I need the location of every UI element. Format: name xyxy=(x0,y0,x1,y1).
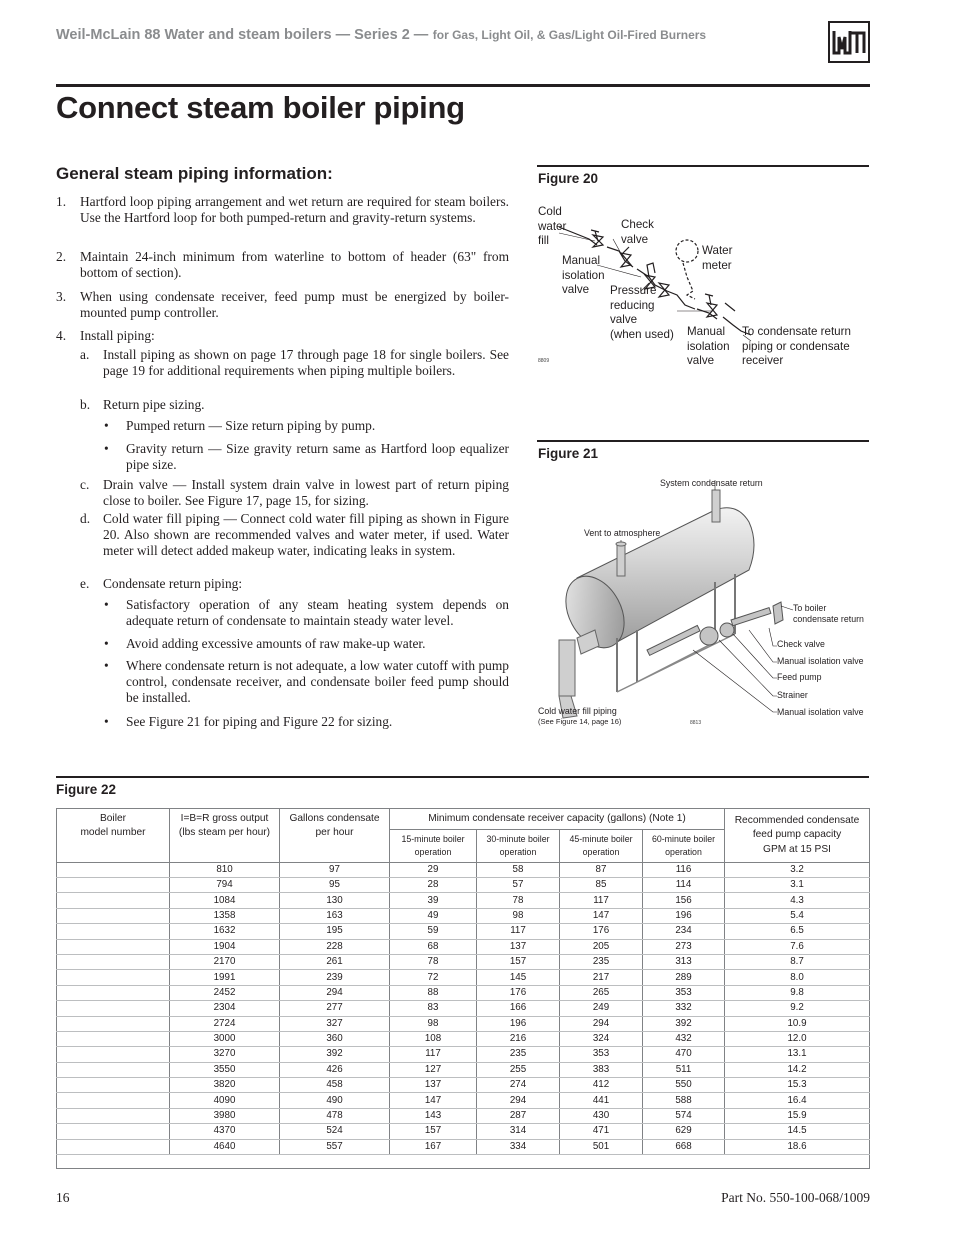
cell-capacity-15: 49 xyxy=(390,908,477,923)
cell-pump-gpm: 3.2 xyxy=(725,862,870,877)
cell-model xyxy=(57,1108,170,1123)
label-pressure-reducing-valve: Pressure reducing valve (when used) xyxy=(610,284,674,341)
cell-capacity-45: 85 xyxy=(560,877,643,892)
cell-model xyxy=(57,1001,170,1016)
label-to-boiler-condensate-return: To boiler condensate return xyxy=(793,603,864,624)
cell-capacity-15: 28 xyxy=(390,877,477,892)
sublist-text: Install piping as shown on page 17 through page 18 for single boilers. See page 19 for additional requirements when piping multiple boilers. xyxy=(103,347,509,378)
part-number: Part No. 550-100-068/1009 xyxy=(721,1190,870,1205)
sublist-letter: c. xyxy=(80,477,90,492)
cell-capacity-60: 470 xyxy=(643,1047,725,1062)
figure20-code: 8809 xyxy=(538,358,550,364)
cell-capacity-45: 383 xyxy=(560,1062,643,1077)
cell-gross-output: 2170 xyxy=(170,954,280,969)
sublist-letter: b. xyxy=(80,397,91,412)
table-body xyxy=(57,862,870,1168)
table-row xyxy=(57,1078,870,1093)
cell-capacity-15: 117 xyxy=(390,1047,477,1062)
label-feed-pump: Feed pump xyxy=(777,672,822,682)
cell-model xyxy=(57,985,170,1000)
table-row xyxy=(57,877,870,892)
cell-capacity-30: 235 xyxy=(477,1047,560,1062)
cell-model xyxy=(57,1139,170,1154)
figure21-diagram xyxy=(537,470,869,730)
cell-capacity-45: 441 xyxy=(560,1093,643,1108)
cell-pump-gpm: 15.9 xyxy=(725,1108,870,1123)
cell-capacity-30: 314 xyxy=(477,1124,560,1139)
cell-model xyxy=(57,908,170,923)
cell-capacity-30: 294 xyxy=(477,1093,560,1108)
cell-gallons: 239 xyxy=(280,970,390,985)
list-number: 3. xyxy=(56,289,67,304)
cell-capacity-15: 72 xyxy=(390,970,477,985)
bullet-text: Satisfactory operation of any steam heating system depends on adequate return of condensate to maintain steady water level. xyxy=(126,597,509,628)
header-15-minute: 15-minute boiler operation xyxy=(390,830,477,862)
bullet: • xyxy=(104,636,109,651)
cell-capacity-30: 137 xyxy=(477,939,560,954)
cell-capacity-30: 145 xyxy=(477,970,560,985)
cell-pump-gpm: 14.5 xyxy=(725,1124,870,1139)
cell-gross-output: 1904 xyxy=(170,939,280,954)
cell-capacity-15: 137 xyxy=(390,1078,477,1093)
cell-capacity-60: 156 xyxy=(643,893,725,908)
cell-capacity-60: 332 xyxy=(643,1001,725,1016)
cell-gallons: 95 xyxy=(280,877,390,892)
cell-capacity-45: 235 xyxy=(560,954,643,969)
cell-capacity-15: 108 xyxy=(390,1031,477,1046)
figure20-label: Figure 20 xyxy=(538,171,599,186)
header-rule xyxy=(56,84,870,87)
label-strainer: Strainer xyxy=(777,690,808,700)
label-to-condensate-return: To condensate return piping or condensate receiver xyxy=(742,325,851,367)
label-check-valve: Check valve xyxy=(621,218,654,246)
header-45-minute: 45-minute boiler operation xyxy=(560,830,643,862)
cell-capacity-15: 83 xyxy=(390,1001,477,1016)
list-number: 1. xyxy=(56,194,67,209)
cell-gross-output: 4640 xyxy=(170,1139,280,1154)
cell-model xyxy=(57,893,170,908)
cell-gallons: 195 xyxy=(280,924,390,939)
bullet-text: Gravity return — Size gravity return same as Hartford loop equalizer pipe size. xyxy=(126,441,509,472)
cell-gallons: 294 xyxy=(280,985,390,1000)
cell-gross-output: 2452 xyxy=(170,985,280,1000)
cell-pump-gpm: 8.0 xyxy=(725,970,870,985)
figure20-rule xyxy=(537,165,869,167)
cell-pump-gpm: 8.7 xyxy=(725,954,870,969)
table-row xyxy=(57,1108,870,1123)
cell-model xyxy=(57,1078,170,1093)
cell-capacity-15: 68 xyxy=(390,939,477,954)
logo-mark xyxy=(830,23,868,61)
table-row xyxy=(57,908,870,923)
cell-gallons: 360 xyxy=(280,1031,390,1046)
list-number: 4. xyxy=(56,328,67,343)
cell-gallons: 327 xyxy=(280,1016,390,1031)
sublist-letter: d. xyxy=(80,511,91,526)
cell-capacity-45: 471 xyxy=(560,1124,643,1139)
sublist-text: Condensate return piping: xyxy=(103,576,243,591)
cell-gross-output: 3550 xyxy=(170,1062,280,1077)
cell-model xyxy=(57,939,170,954)
cell-gross-output: 3000 xyxy=(170,1031,280,1046)
cell-pump-gpm: 10.9 xyxy=(725,1016,870,1031)
cell-capacity-45: 265 xyxy=(560,985,643,1000)
header-pump-capacity: Recommended condensate feed pump capacity GPM at 15 PSI xyxy=(725,809,870,863)
cell-capacity-30: 57 xyxy=(477,877,560,892)
table-row xyxy=(57,1124,870,1139)
cell-capacity-60: 196 xyxy=(643,908,725,923)
label-vent-to-atmosphere: Vent to atmosphere xyxy=(584,528,661,538)
table-row xyxy=(57,939,870,954)
cell-capacity-45: 176 xyxy=(560,924,643,939)
cell-capacity-45: 294 xyxy=(560,1016,643,1031)
cell-capacity-60: 289 xyxy=(643,970,725,985)
list-item-text: Install piping: xyxy=(80,328,155,343)
table-row xyxy=(57,970,870,985)
table-row xyxy=(57,1093,870,1108)
page-title: Connect steam boiler piping xyxy=(56,90,465,125)
running-subtitle: for Gas, Light Oil, & Gas/Light Oil-Fired Burners xyxy=(432,28,707,42)
cell-capacity-45: 430 xyxy=(560,1108,643,1123)
manual-isolation-valve-icon xyxy=(705,294,717,317)
label-manual-isolation-valve-2: Manual isolation valve xyxy=(777,707,864,717)
cell-capacity-60: 511 xyxy=(643,1062,725,1077)
cell-capacity-45: 87 xyxy=(560,862,643,877)
table-row xyxy=(57,1001,870,1016)
cell-pump-gpm: 14.2 xyxy=(725,1062,870,1077)
cell-pump-gpm: 13.1 xyxy=(725,1047,870,1062)
system-return-pipe xyxy=(712,490,720,522)
cell-capacity-15: 157 xyxy=(390,1124,477,1139)
table-row xyxy=(57,985,870,1000)
cell-capacity-30: 287 xyxy=(477,1108,560,1123)
label-manual-isolation-valve-1: Manual isolation valve xyxy=(562,254,605,296)
sublist-text: Return pipe sizing. xyxy=(103,397,205,412)
cell-capacity-15: 127 xyxy=(390,1062,477,1077)
cell-gallons: 557 xyxy=(280,1139,390,1154)
cell-capacity-30: 176 xyxy=(477,985,560,1000)
header-model: Boiler model number xyxy=(57,809,170,863)
cell-gross-output: 1358 xyxy=(170,908,280,923)
cell-gross-output: 794 xyxy=(170,877,280,892)
cell-capacity-45: 117 xyxy=(560,893,643,908)
cell-model xyxy=(57,877,170,892)
header-gross-output: I=B=R gross output (lbs steam per hour) xyxy=(170,809,280,863)
sublist-letter: e. xyxy=(80,576,90,591)
figure22-rule xyxy=(56,776,869,778)
cell-pump-gpm: 4.3 xyxy=(725,893,870,908)
cold-water-fill-pipe xyxy=(559,630,599,718)
cell-gross-output: 1084 xyxy=(170,893,280,908)
list-item-text: Hartford loop piping arrangement and wet return are required for steam boilers. Use the Hartford loop for both pumped-return and gravity-return systems. xyxy=(80,194,509,225)
bullet: • xyxy=(104,658,109,673)
cell-capacity-30: 58 xyxy=(477,862,560,877)
cell-capacity-45: 501 xyxy=(560,1139,643,1154)
label-system-condensate-return: System condensate return xyxy=(660,478,763,488)
cell-capacity-60: 432 xyxy=(643,1031,725,1046)
cell-capacity-60: 313 xyxy=(643,954,725,969)
cell-gross-output: 4090 xyxy=(170,1093,280,1108)
list-number: 2. xyxy=(56,249,67,264)
weil-mclain-logo xyxy=(828,21,870,63)
cell-pump-gpm: 18.6 xyxy=(725,1139,870,1154)
bullet-text: Where condensate return is not adequate, a low water cutoff with pump control, condensate receiver, and condensate boiler feed pump should be installed. xyxy=(126,658,509,705)
vent-pipe xyxy=(616,542,626,576)
cell-capacity-60: 668 xyxy=(643,1139,725,1154)
cell-gallons: 524 xyxy=(280,1124,390,1139)
water-meter-icon xyxy=(676,240,698,299)
section-title: General steam piping information: xyxy=(56,164,333,183)
cell-model xyxy=(57,1093,170,1108)
label-cold-water-fill: Cold water fill xyxy=(538,205,567,247)
header-60-minute: 60-minute boiler operation xyxy=(643,830,725,862)
bullet: • xyxy=(104,597,109,612)
cell-gallons: 130 xyxy=(280,893,390,908)
table-row xyxy=(57,954,870,969)
cell-capacity-15: 167 xyxy=(390,1139,477,1154)
table-row xyxy=(57,862,870,877)
figure21-label: Figure 21 xyxy=(538,446,599,461)
cell-model xyxy=(57,1031,170,1046)
label-cold-water-fill-piping: Cold water fill piping xyxy=(538,706,617,716)
list-item-text: When using condensate receiver, feed pump must be energized by boiler-mounted pump controller. xyxy=(80,289,509,320)
table-row xyxy=(57,1047,870,1062)
cell-model xyxy=(57,1047,170,1062)
cell-pump-gpm: 12.0 xyxy=(725,1031,870,1046)
bullet: • xyxy=(104,441,109,456)
cell-gross-output: 2724 xyxy=(170,1016,280,1031)
figure22-label: Figure 22 xyxy=(56,782,117,797)
table-footer-cell xyxy=(57,1155,870,1169)
label-water-meter: Water meter xyxy=(702,244,733,272)
bullet: • xyxy=(104,714,109,729)
cell-capacity-45: 324 xyxy=(560,1031,643,1046)
cell-model xyxy=(57,954,170,969)
running-header xyxy=(56,26,816,46)
cell-pump-gpm: 15.3 xyxy=(725,1078,870,1093)
cell-gross-output: 3980 xyxy=(170,1108,280,1123)
cell-gallons: 163 xyxy=(280,908,390,923)
cell-gallons: 392 xyxy=(280,1047,390,1062)
bullet: • xyxy=(104,418,109,433)
cell-model xyxy=(57,970,170,985)
cell-model xyxy=(57,862,170,877)
sublist-text: Cold water fill piping — Connect cold water fill piping as shown in Figure 20. Also shown are recommended valves and water meter, if used. Water meter will detect added makeup water, indicating leaks in system. xyxy=(103,511,509,558)
cell-gross-output: 810 xyxy=(170,862,280,877)
cell-gross-output: 1632 xyxy=(170,924,280,939)
cell-model xyxy=(57,1016,170,1031)
cell-capacity-60: 574 xyxy=(643,1108,725,1123)
cell-capacity-30: 255 xyxy=(477,1062,560,1077)
cell-capacity-30: 157 xyxy=(477,954,560,969)
cell-capacity-60: 588 xyxy=(643,1093,725,1108)
cell-pump-gpm: 16.4 xyxy=(725,1093,870,1108)
pipe-segment xyxy=(725,303,735,311)
cell-model xyxy=(57,1124,170,1139)
cell-capacity-15: 59 xyxy=(390,924,477,939)
figure21-rule xyxy=(537,440,869,442)
cell-pump-gpm: 9.2 xyxy=(725,1001,870,1016)
table-row xyxy=(57,924,870,939)
cell-capacity-15: 29 xyxy=(390,862,477,877)
label-cold-water-fill-reference: (See Figure 14, page 16) xyxy=(538,717,622,726)
cell-gallons: 261 xyxy=(280,954,390,969)
table-row xyxy=(57,1016,870,1031)
cell-pump-gpm: 5.4 xyxy=(725,908,870,923)
cell-capacity-30: 98 xyxy=(477,908,560,923)
cell-gallons: 97 xyxy=(280,862,390,877)
page-number: 16 xyxy=(56,1190,70,1205)
cell-capacity-15: 147 xyxy=(390,1093,477,1108)
cell-capacity-15: 143 xyxy=(390,1108,477,1123)
cell-capacity-15: 88 xyxy=(390,985,477,1000)
cell-capacity-60: 550 xyxy=(643,1078,725,1093)
cell-gross-output: 3270 xyxy=(170,1047,280,1062)
header-30-minute: 30-minute boiler operation xyxy=(477,830,560,862)
cell-capacity-45: 353 xyxy=(560,1047,643,1062)
cell-capacity-60: 392 xyxy=(643,1016,725,1031)
cell-gallons: 426 xyxy=(280,1062,390,1077)
header-receiver-capacity: Minimum condensate receiver capacity (gallons) (Note 1) xyxy=(390,809,725,830)
running-title: Weil-McLain 88 Water and steam boilers — Series 2 — xyxy=(56,27,429,43)
cell-model xyxy=(57,1062,170,1077)
cell-gallons: 490 xyxy=(280,1093,390,1108)
cell-capacity-45: 205 xyxy=(560,939,643,954)
label-check-valve: Check valve xyxy=(777,639,825,649)
cell-capacity-60: 353 xyxy=(643,985,725,1000)
cell-pump-gpm: 3.1 xyxy=(725,877,870,892)
cell-capacity-45: 412 xyxy=(560,1078,643,1093)
cell-gross-output: 2304 xyxy=(170,1001,280,1016)
cell-gross-output: 4370 xyxy=(170,1124,280,1139)
table-footer-row xyxy=(57,1155,870,1169)
bullet-text: Avoid adding excessive amounts of raw make-up water. xyxy=(126,636,426,651)
cell-gallons: 277 xyxy=(280,1001,390,1016)
cell-gross-output: 1991 xyxy=(170,970,280,985)
header-gallons: Gallons condensate per hour xyxy=(280,809,390,863)
label-manual-isolation-valve-1: Manual isolation valve xyxy=(777,656,864,666)
cell-capacity-15: 98 xyxy=(390,1016,477,1031)
cell-gallons: 458 xyxy=(280,1078,390,1093)
condensate-sizing-table xyxy=(56,808,870,1169)
cell-capacity-60: 114 xyxy=(643,877,725,892)
bullet-text: Pumped return — Size return piping by pump. xyxy=(126,418,376,433)
cell-capacity-60: 273 xyxy=(643,939,725,954)
table-row xyxy=(57,893,870,908)
sublist-letter: a. xyxy=(80,347,90,362)
cell-capacity-15: 39 xyxy=(390,893,477,908)
cell-capacity-15: 78 xyxy=(390,954,477,969)
bullet-text: See Figure 21 for piping and Figure 22 for sizing. xyxy=(126,714,393,729)
cell-capacity-60: 629 xyxy=(643,1124,725,1139)
sublist-text: Drain valve — Install system drain valve in lowest part of return piping close to boiler. See Figure 17, page 15, for sizing. xyxy=(103,477,509,508)
cell-gallons: 228 xyxy=(280,939,390,954)
cell-capacity-30: 196 xyxy=(477,1016,560,1031)
figure21-code: 8813 xyxy=(690,720,702,726)
cell-capacity-60: 234 xyxy=(643,924,725,939)
cell-model xyxy=(57,924,170,939)
cell-capacity-30: 166 xyxy=(477,1001,560,1016)
cell-capacity-45: 147 xyxy=(560,908,643,923)
cell-pump-gpm: 6.5 xyxy=(725,924,870,939)
cell-capacity-60: 116 xyxy=(643,862,725,877)
cell-gross-output: 3820 xyxy=(170,1078,280,1093)
cell-gallons: 478 xyxy=(280,1108,390,1123)
table-row xyxy=(57,1062,870,1077)
cell-capacity-30: 274 xyxy=(477,1078,560,1093)
table-row xyxy=(57,1031,870,1046)
cell-capacity-45: 217 xyxy=(560,970,643,985)
cell-capacity-45: 249 xyxy=(560,1001,643,1016)
list-item-text: Maintain 24-inch minimum from waterline to bottom of header (63" from bottom of section). xyxy=(80,249,509,280)
cell-capacity-30: 216 xyxy=(477,1031,560,1046)
cell-capacity-30: 334 xyxy=(477,1139,560,1154)
cell-pump-gpm: 9.8 xyxy=(725,985,870,1000)
cell-pump-gpm: 7.6 xyxy=(725,939,870,954)
table-row xyxy=(57,1139,870,1154)
cell-capacity-30: 78 xyxy=(477,893,560,908)
label-manual-isolation-valve-2: Manual isolation valve xyxy=(687,325,730,367)
cell-capacity-30: 117 xyxy=(477,924,560,939)
